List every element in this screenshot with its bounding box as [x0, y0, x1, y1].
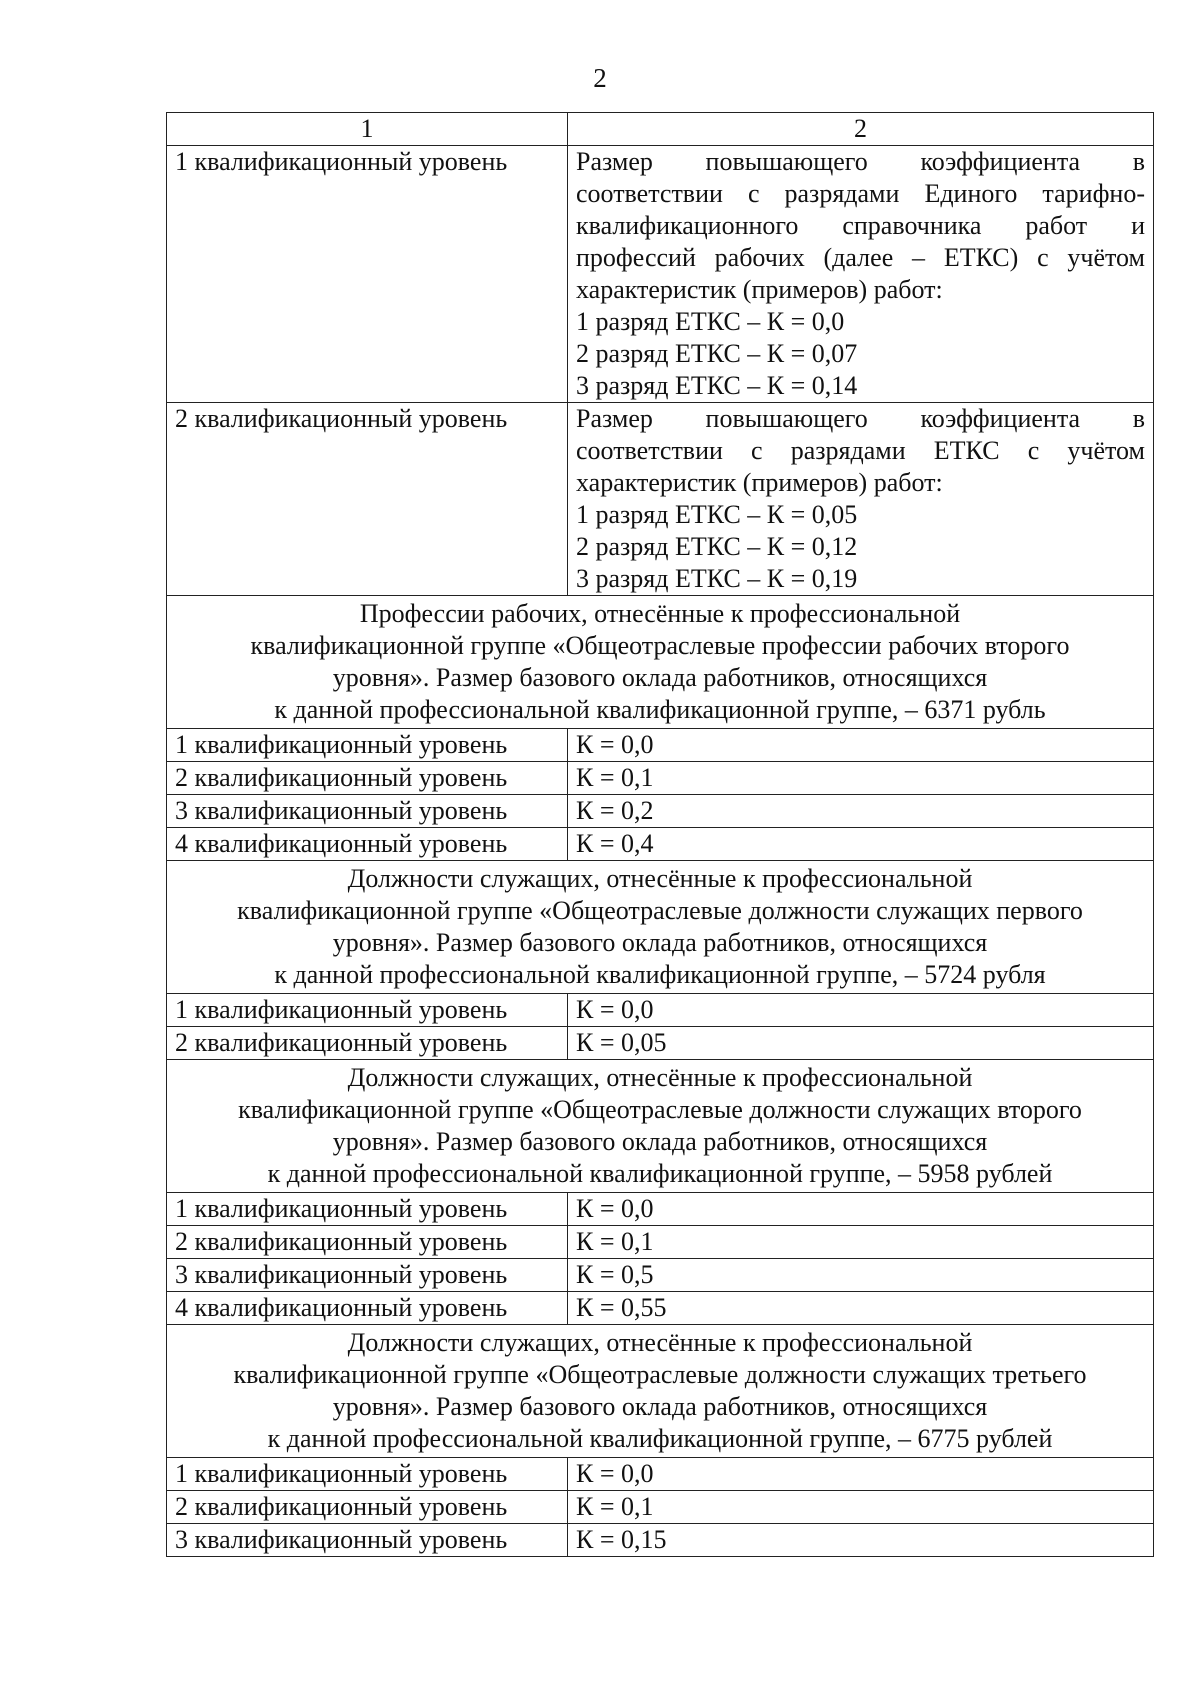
level-cell: 2 квалификационный уровень: [167, 403, 568, 596]
level-row: [167, 1193, 1154, 1226]
level-row: [167, 1491, 1154, 1524]
group-title-line: уровня». Размер базового оклада работников, относящихся: [332, 1392, 988, 1421]
group-title-line: квалификационной группе «Общеотраслевые должности служащих первого: [237, 896, 1083, 925]
group-title-cell: [167, 1060, 1154, 1193]
grade-coefficient-line: 3 разряд ЕТКС – К = 0,14: [576, 371, 858, 400]
group-title-line: к данной профессиональной квалификационной группе, – 5724 рубля: [274, 960, 1046, 989]
level-cell: 2 квалификационный уровень: [167, 1027, 568, 1060]
level-row: [167, 762, 1154, 795]
level-row: [167, 1259, 1154, 1292]
group-title-row: [167, 861, 1154, 994]
group-title-line: к данной профессиональной квалификационной группе, – 5958 рублей: [267, 1159, 1053, 1188]
table-body: [167, 113, 1154, 1557]
coefficient-cell: К = 0,2: [568, 795, 1154, 828]
level-cell: 2 квалификационный уровень: [167, 1491, 568, 1524]
first-block-row: [167, 146, 1154, 403]
group-title-line: Должности служащих, отнесённые к профессиональной: [347, 864, 973, 893]
column-header-2: 2: [568, 113, 1154, 146]
group-title-cell: [167, 1325, 1154, 1458]
column-header-1: 1: [167, 113, 568, 146]
group-title-line: Должности служащих, отнесённые к профессиональной: [347, 1328, 973, 1357]
group-title-cell: [167, 861, 1154, 994]
group-title-line: уровня». Размер базового оклада работников, относящихся: [332, 1127, 988, 1156]
level-cell: 2 квалификационный уровень: [167, 1226, 568, 1259]
level-cell: 1 квалификационный уровень: [167, 1193, 568, 1226]
description-intro: Размер повышающего коэффициента в соответствии с разрядами Единого тарифно-квалификационного справочника работ и профессий рабочих (далее – ЕТКС) с учётом характеристик (примеров) работ:: [576, 147, 1145, 304]
coefficient-cell: К = 0,0: [568, 729, 1154, 762]
table-header-row: [167, 113, 1154, 146]
coefficient-cell: К = 0,0: [568, 1193, 1154, 1226]
coefficient-cell: К = 0,15: [568, 1524, 1154, 1557]
group-title-cell: [167, 596, 1154, 729]
level-row: [167, 1524, 1154, 1557]
level-cell: 1 квалификационный уровень: [167, 146, 568, 403]
grade-coefficient-line: 2 разряд ЕТКС – К = 0,07: [576, 339, 858, 368]
group-title-line: уровня». Размер базового оклада работников, относящихся: [332, 928, 988, 957]
coefficient-cell: К = 0,1: [568, 1491, 1154, 1524]
group-title-row: [167, 596, 1154, 729]
group-title-row: [167, 1060, 1154, 1193]
grade-coefficient-line: 1 разряд ЕТКС – К = 0,05: [576, 500, 858, 529]
level-row: [167, 828, 1154, 861]
coefficient-cell: К = 0,05: [568, 1027, 1154, 1060]
group-title-line: к данной профессиональной квалификационной группе, – 6371 рубль: [274, 695, 1046, 724]
coefficient-cell: К = 0,4: [568, 828, 1154, 861]
group-title-line: квалификационной группе «Общеотраслевые должности служащих второго: [238, 1095, 1082, 1124]
group-title-row: [167, 1325, 1154, 1458]
coefficient-cell: К = 0,0: [568, 1458, 1154, 1491]
level-row: [167, 795, 1154, 828]
level-cell: 2 квалификационный уровень: [167, 762, 568, 795]
grade-coefficient-line: 2 разряд ЕТКС – К = 0,12: [576, 532, 858, 561]
level-cell: 4 квалификационный уровень: [167, 1292, 568, 1325]
level-cell: 3 квалификационный уровень: [167, 1259, 568, 1292]
level-row: [167, 994, 1154, 1027]
level-cell: 1 квалификационный уровень: [167, 1458, 568, 1491]
level-cell: 1 квалификационный уровень: [167, 729, 568, 762]
description-intro: Размер повышающего коэффициента в соответствии с разрядами ЕТКС с учётом характеристик (примеров) работ:: [576, 404, 1145, 497]
group-title-line: к данной профессиональной квалификационной группе, – 6775 рублей: [267, 1424, 1053, 1453]
coefficient-cell: К = 0,5: [568, 1259, 1154, 1292]
first-block-row: [167, 403, 1154, 596]
level-cell: 4 квалификационный уровень: [167, 828, 568, 861]
group-title-line: Профессии рабочих, отнесённые к профессиональной: [359, 599, 961, 628]
group-title-line: квалификационной группе «Общеотраслевые должности служащих третьего: [233, 1360, 1087, 1389]
coefficient-cell: К = 0,1: [568, 1226, 1154, 1259]
level-row: [167, 1292, 1154, 1325]
level-cell: 1 квалификационный уровень: [167, 994, 568, 1027]
page-number: 2: [593, 63, 607, 93]
level-row: [167, 1458, 1154, 1491]
grade-coefficient-line: 1 разряд ЕТКС – К = 0,0: [576, 307, 845, 336]
description-cell: [568, 403, 1154, 596]
coefficient-cell: К = 0,55: [568, 1292, 1154, 1325]
level-row: [167, 1226, 1154, 1259]
level-cell: 3 квалификационный уровень: [167, 795, 568, 828]
description-cell: [568, 146, 1154, 403]
group-title-line: уровня». Размер базового оклада работников, относящихся: [332, 663, 988, 692]
level-row: [167, 729, 1154, 762]
level-row: [167, 1027, 1154, 1060]
group-title-line: квалификационной группе «Общеотраслевые профессии рабочих второго: [250, 631, 1070, 660]
coefficient-table: [166, 112, 1154, 1557]
coefficient-cell: К = 0,0: [568, 994, 1154, 1027]
grade-coefficient-line: 3 разряд ЕТКС – К = 0,19: [576, 564, 858, 593]
level-cell: 3 квалификационный уровень: [167, 1524, 568, 1557]
group-title-line: Должности служащих, отнесённые к профессиональной: [347, 1063, 973, 1092]
coefficient-cell: К = 0,1: [568, 762, 1154, 795]
